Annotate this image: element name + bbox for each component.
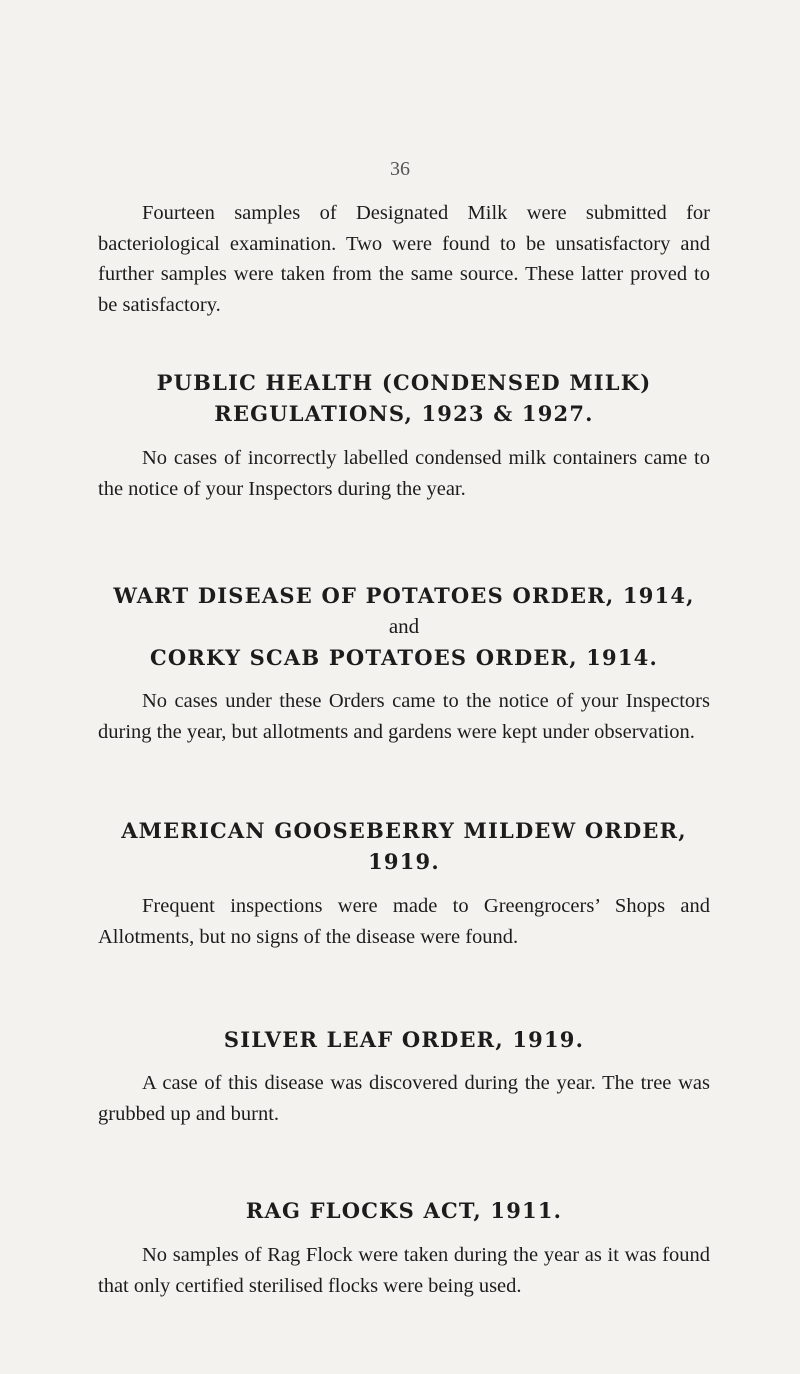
section-heading-gooseberry-mildew	[98, 815, 710, 877]
heading-line: SILVER LEAF ORDER, 1919.	[223, 1027, 585, 1052]
section-body-rag-flocks	[98, 1240, 710, 1301]
intro-block	[98, 198, 710, 320]
heading-line: REGULATIONS, 1923 & 1927.	[214, 401, 594, 426]
heading-connector: and	[388, 614, 420, 638]
section-body-wart-disease	[98, 686, 710, 747]
section-paragraph: No cases of incorrectly labelled condensed milk containers came to the notice of your Inspectors during the year.	[98, 447, 710, 500]
heading-line: 1919.	[368, 849, 440, 874]
heading-line: CORKY SCAB POTATOES ORDER, 1914.	[150, 645, 658, 670]
heading-line: RAG FLOCKS ACT, 1911.	[245, 1198, 563, 1223]
heading-line: PUBLIC HEALTH (CONDENSED MILK)	[156, 370, 652, 395]
section-paragraph: Frequent inspections were made to Greengrocers’ Shops and Allotments, but no signs of the disease were found.	[98, 895, 710, 948]
section-heading-wart-disease	[98, 580, 710, 673]
intro-paragraph: Fourteen samples of Designated Milk were submitted for bacteriological examination. Two were found to be unsatisfactory and further samples were taken from the same source. These latter proved to be satisfactory.	[98, 202, 710, 316]
section-heading-condensed-milk	[98, 367, 710, 429]
heading-line: WART DISEASE OF POTATOES ORDER, 1914,	[113, 583, 695, 608]
section-body-condensed-milk	[98, 443, 710, 504]
heading-line: AMERICAN GOOSEBERRY MILDEW ORDER,	[121, 818, 687, 843]
section-body-silver-leaf	[98, 1068, 710, 1129]
section-paragraph: A case of this disease was discovered during the year. The tree was grubbed up and burnt.	[98, 1072, 710, 1125]
section-body-gooseberry-mildew	[98, 891, 710, 952]
section-heading-silver-leaf	[98, 1024, 710, 1055]
page-number: 36	[390, 158, 410, 180]
section-paragraph: No samples of Rag Flock were taken during the year as it was found that only certified sterilised flocks were being used.	[98, 1244, 710, 1297]
section-heading-rag-flocks	[98, 1195, 710, 1226]
section-paragraph: No cases under these Orders came to the notice of your Inspectors during the year, but allotments and gardens were kept under observation.	[98, 690, 710, 743]
